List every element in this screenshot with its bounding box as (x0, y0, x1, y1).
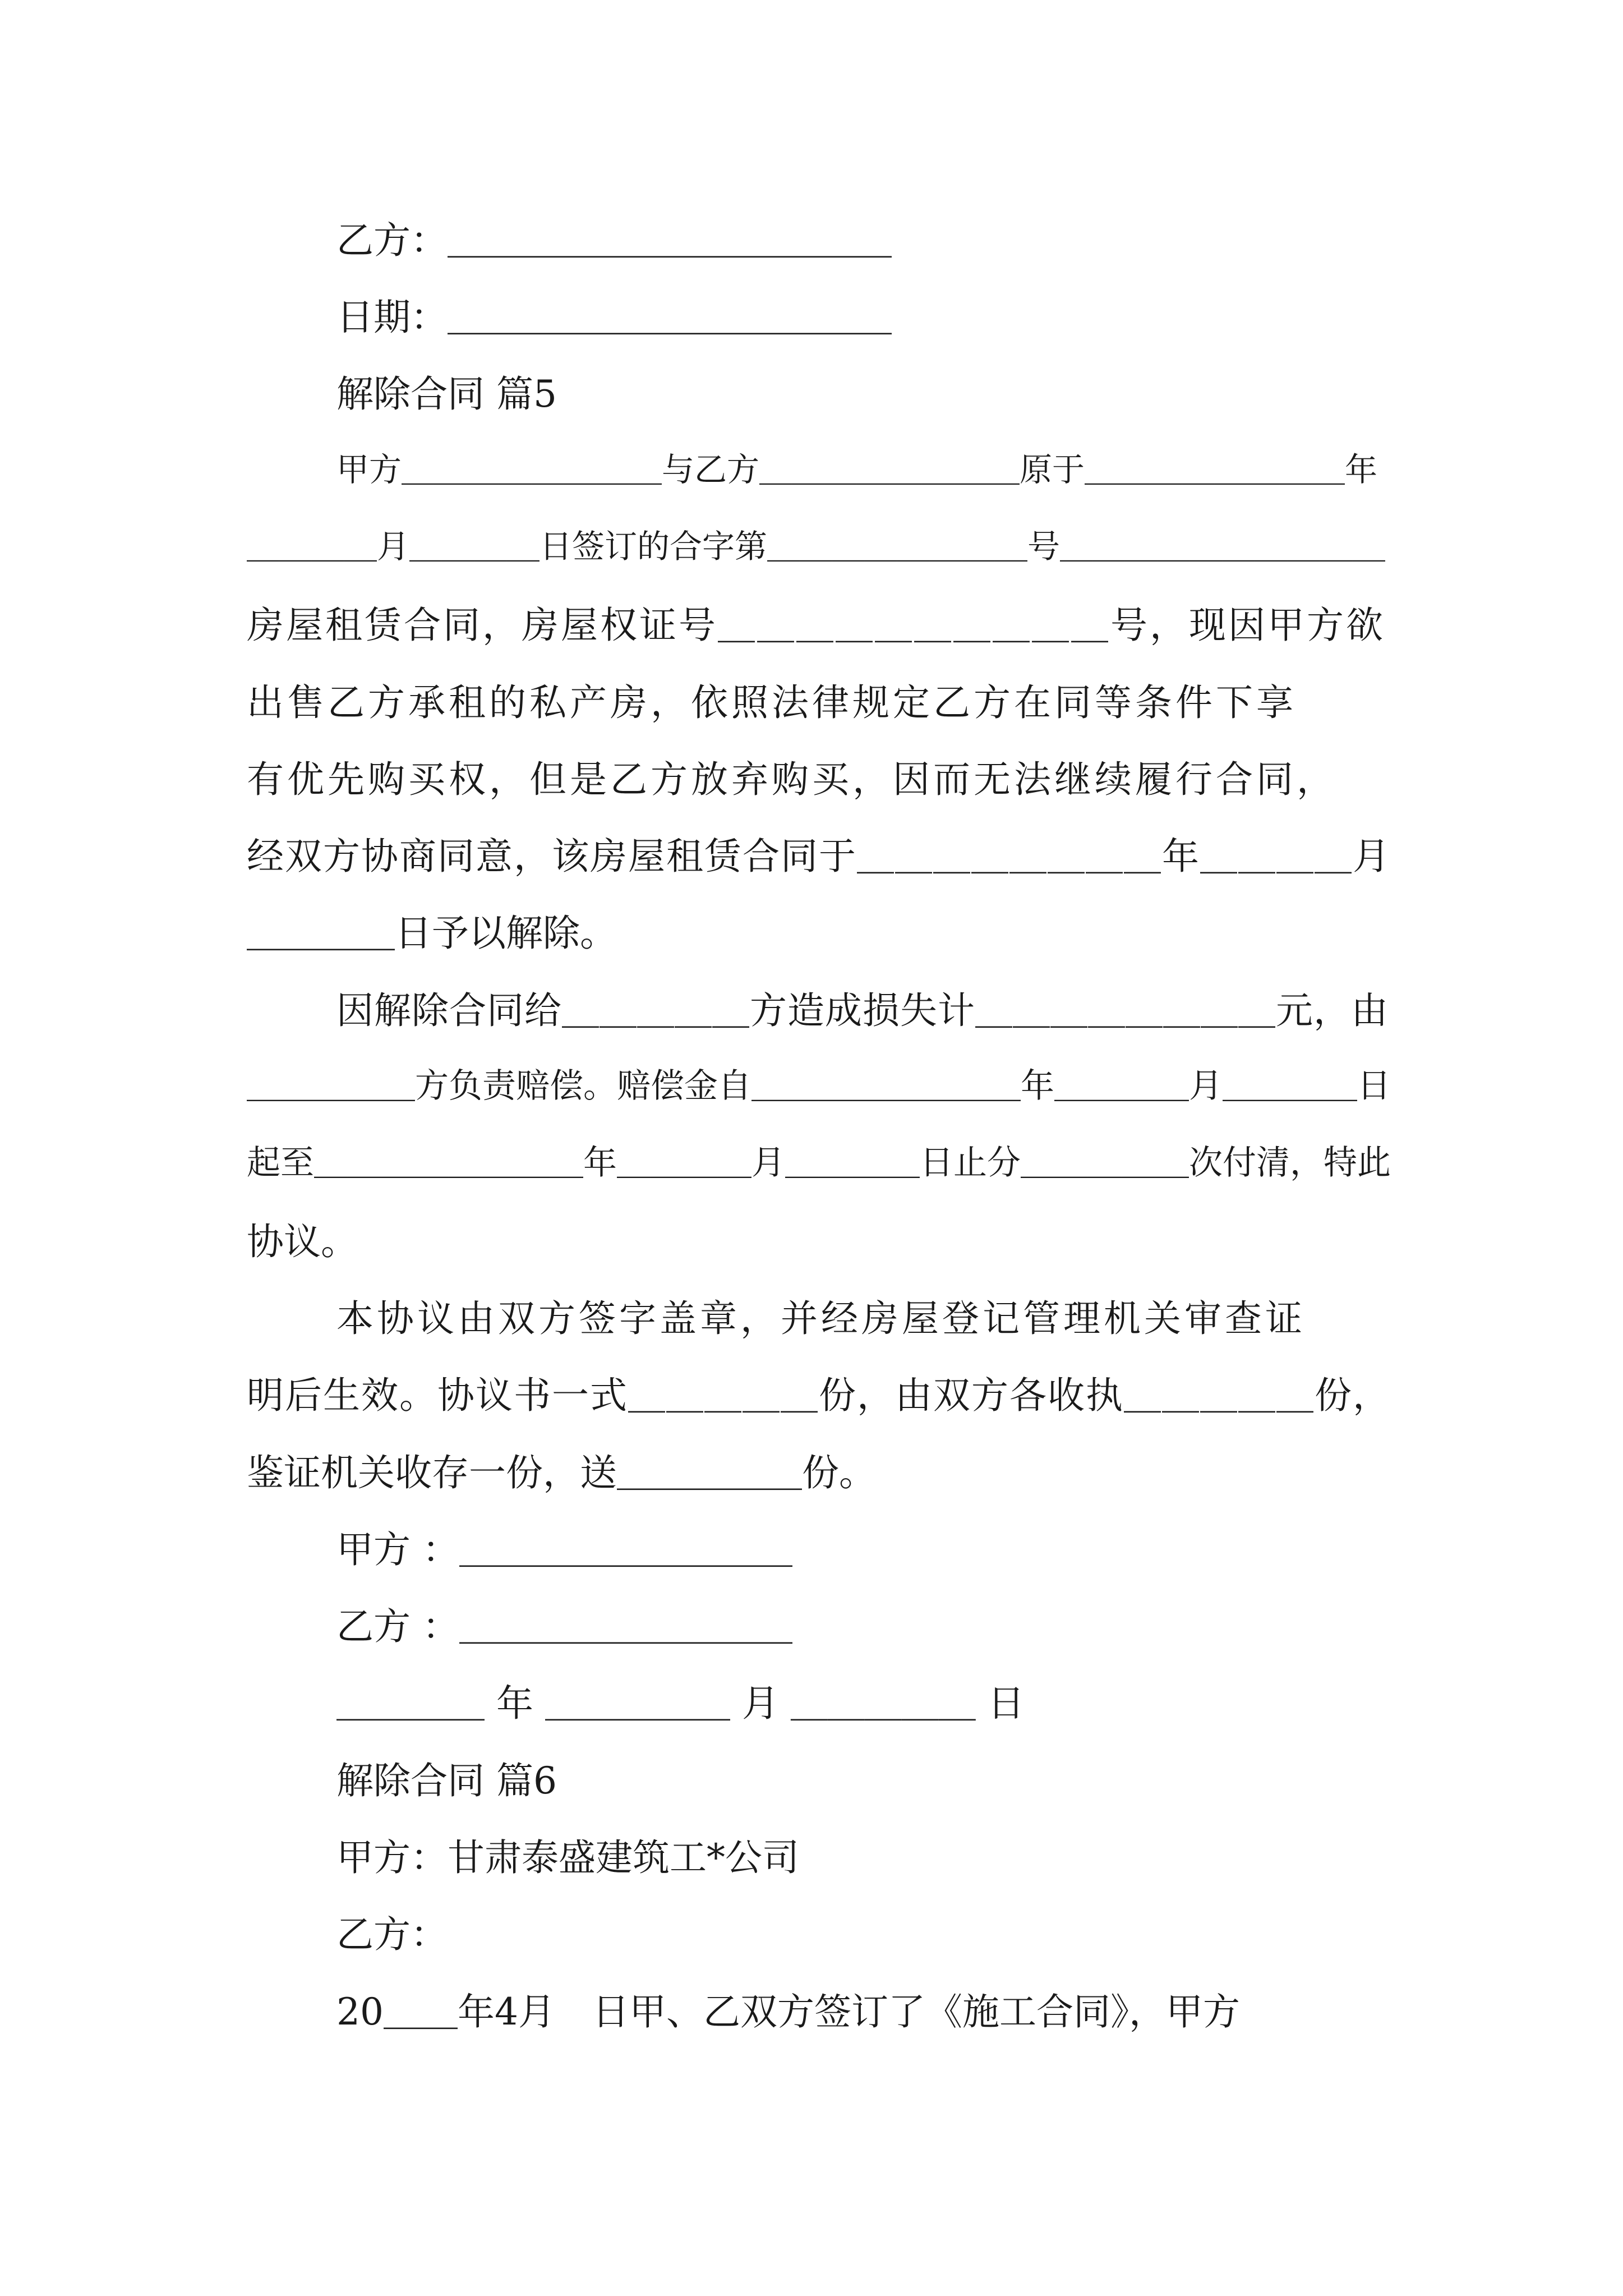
paragraph-2-line-1: 因解除合同给＿＿＿＿＿方造成损失计＿＿＿＿＿＿＿＿元，由 (336, 989, 1389, 1032)
paragraph-2-line-3: 起至＿＿＿＿＿＿＿＿年＿＿＿＿月＿＿＿＿日止分＿＿＿＿＿次付清，特此 (247, 1143, 1391, 1182)
party-a-name: 甲方：甘肃泰盛建筑工*公司 (336, 1836, 799, 1879)
section-heading-6: 解除合同 篇6 (336, 1759, 557, 1802)
contract-intro-line: 20＿＿年4月 日甲、乙双方签订了《施工合同》，甲方 (336, 1990, 1240, 2033)
signature-date: ＿＿＿＿ 年 ＿＿＿＿＿ 月 ＿＿＿＿＿ 日 (336, 1682, 1025, 1725)
paragraph-1-line-6: 经双方协商同意，该房屋租赁合同于＿＿＿＿＿＿＿＿年＿＿＿＿月 (247, 835, 1391, 878)
paragraph-3-line-2: 明后生效。协议书一式＿＿＿＿＿份，由双方各收执＿＿＿＿＿份， (247, 1374, 1391, 1417)
signature-party-b: 乙方 ：＿＿＿＿＿＿＿＿＿ (336, 1605, 792, 1648)
paragraph-3-line-1: 本协议由双方签字盖章，并经房屋登记管理机关审查证 (336, 1297, 1306, 1340)
paragraph-2-line-2: ＿＿＿＿＿方负责赔偿。赔偿金自＿＿＿＿＿＿＿＿年＿＿＿＿月＿＿＿＿日 (247, 1066, 1391, 1106)
paragraph-1-line-1: 甲方＿＿＿＿＿＿＿＿与乙方＿＿＿＿＿＿＿＿原于＿＿＿＿＿＿＿＿年 (336, 450, 1378, 489)
paragraph-1-line-5: 有优先购买权，但是乙方放弃购买，因而无法继续履行合同， (247, 758, 1337, 801)
party-b-line: 乙方：＿＿＿＿＿＿＿＿＿＿＿＿ (336, 219, 892, 262)
party-b-name: 乙方： (336, 1913, 448, 1956)
signature-party-a: 甲方 ：＿＿＿＿＿＿＿＿＿ (336, 1528, 792, 1571)
paragraph-1-line-7: ＿＿＿＿日予以解除。 (247, 912, 617, 955)
date-line: 日期：＿＿＿＿＿＿＿＿＿＿＿＿ (336, 296, 892, 339)
paragraph-1-line-2: ＿＿＿＿月＿＿＿＿日签订的合字第＿＿＿＿＿＿＿＿号＿＿＿＿＿＿＿＿＿＿ (247, 527, 1386, 565)
section-heading-5: 解除合同 篇5 (336, 372, 557, 416)
paragraph-1-line-3: 房屋租赁合同，房屋权证号＿＿＿＿＿＿＿＿＿＿号，现因甲方欲 (247, 604, 1385, 647)
paragraph-1-line-4: 出售乙方承租的私产房，依照法律规定乙方在同等条件下享 (247, 681, 1297, 724)
paragraph-2-line-4: 协议。 (247, 1220, 358, 1263)
paragraph-3-line-3: 鉴证机关收存一份，送＿＿＿＿＿份。 (247, 1451, 876, 1494)
